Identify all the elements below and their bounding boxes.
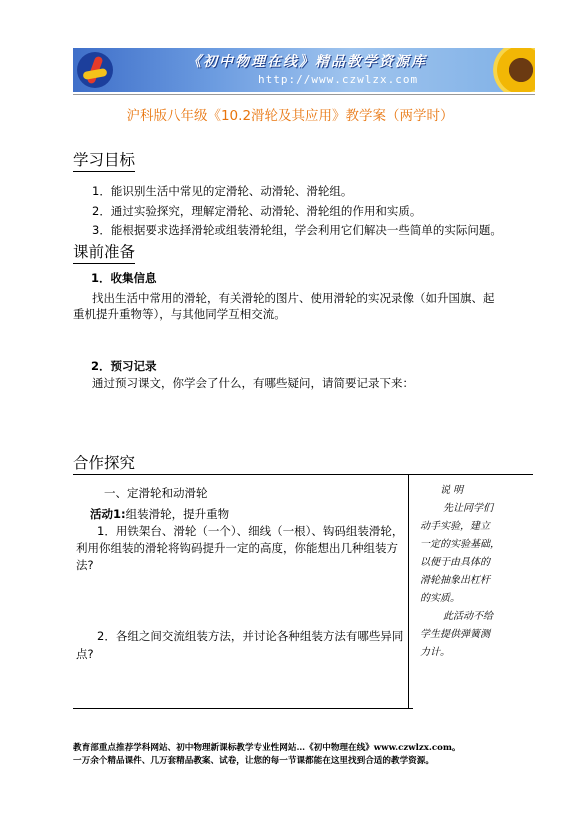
section-heading-objectives: 学习目标	[73, 148, 135, 172]
activity-line	[90, 506, 229, 522]
site-logo-icon	[77, 52, 113, 88]
table-column-divider	[408, 474, 409, 708]
note-line: 动手实验，建立	[420, 521, 490, 532]
collect-info-text: 找出生活中常用的滑轮，有关滑轮的图片、使用滑轮的实况录像（如升国旗、起	[92, 291, 495, 305]
objective-item: 2．通过实验探究，理解定滑轮、动滑轮、滑轮组的作用和实质。	[92, 204, 422, 218]
note-line: 的实质。	[420, 593, 460, 604]
header-banner	[73, 48, 535, 92]
subheading-collect-info: 1．收集信息	[91, 271, 157, 285]
objective-item: 3．能根据要求选择滑轮或组装滑轮组，学会利用它们解决一些简单的实际问题。	[92, 223, 502, 237]
note-line: 以便于由具体的	[420, 557, 490, 568]
question-1-text: 1．用铁架台、滑轮（一个）、细线（一根）、钩码组装滑轮，	[97, 524, 404, 538]
question-1-text: 利用你组装的滑轮将钩码提升一定的高度，你能想出几种组装方	[76, 541, 398, 555]
activity-text: 组装滑轮，提升重物	[125, 507, 230, 521]
subheading-preview-record: 2．预习记录	[91, 359, 157, 373]
footer-line: 教育部重点推荐学科网站、初中物理新课标教学专业性网站…《初中物理在线》www.czwlzx.com。	[73, 743, 461, 753]
footer-line: 一万余个精品课件、几万套精品教案、试卷，让您的每一节课都能在这里找到合适的教学资源。	[73, 756, 434, 766]
note-line: 滑轮抽象出杠杆	[420, 575, 490, 586]
objective-item: 1．能识别生活中常见的定滑轮、动滑轮、滑轮组。	[92, 184, 353, 198]
banner-url[interactable]: http://www.czwlzx.com	[258, 73, 419, 86]
preview-record-text: 通过预习课文，你学会了什么，有哪些疑问，请简要记录下来：	[92, 376, 414, 390]
section-heading-inquiry: 合作探究	[73, 451, 135, 475]
part-title: 一、定滑轮和动滑轮	[104, 486, 208, 500]
table-border-bottom	[73, 708, 413, 709]
question-2-text: 点?	[76, 647, 94, 661]
banner-title: 《初中物理在线》精品教学资源库	[187, 54, 427, 70]
note-line: 学生提供弹簧测	[420, 629, 490, 640]
question-1-text: 法?	[76, 558, 94, 572]
note-line: 一定的实验基础，	[420, 539, 500, 550]
note-line: 力计。	[420, 647, 450, 658]
sunflower-icon	[493, 48, 535, 92]
note-heading: 说 明	[440, 485, 464, 496]
table-border-top	[73, 474, 533, 475]
section-heading-preview: 课前准备	[73, 240, 135, 264]
header-divider	[73, 94, 535, 95]
activity-label: 活动1:	[90, 507, 126, 521]
note-line: 此活动不给	[443, 611, 493, 622]
collect-info-text: 重机提升重物等），与其他同学互相交流。	[73, 307, 286, 321]
question-2-text: 2．各组之间交流组装方法，并讨论各种组装方法有哪些异同	[97, 629, 404, 643]
note-line: 先让同学们	[443, 503, 493, 514]
document-title: 沪科版八年级《10.2滑轮及其应用》教学案（两学时）	[126, 108, 454, 124]
